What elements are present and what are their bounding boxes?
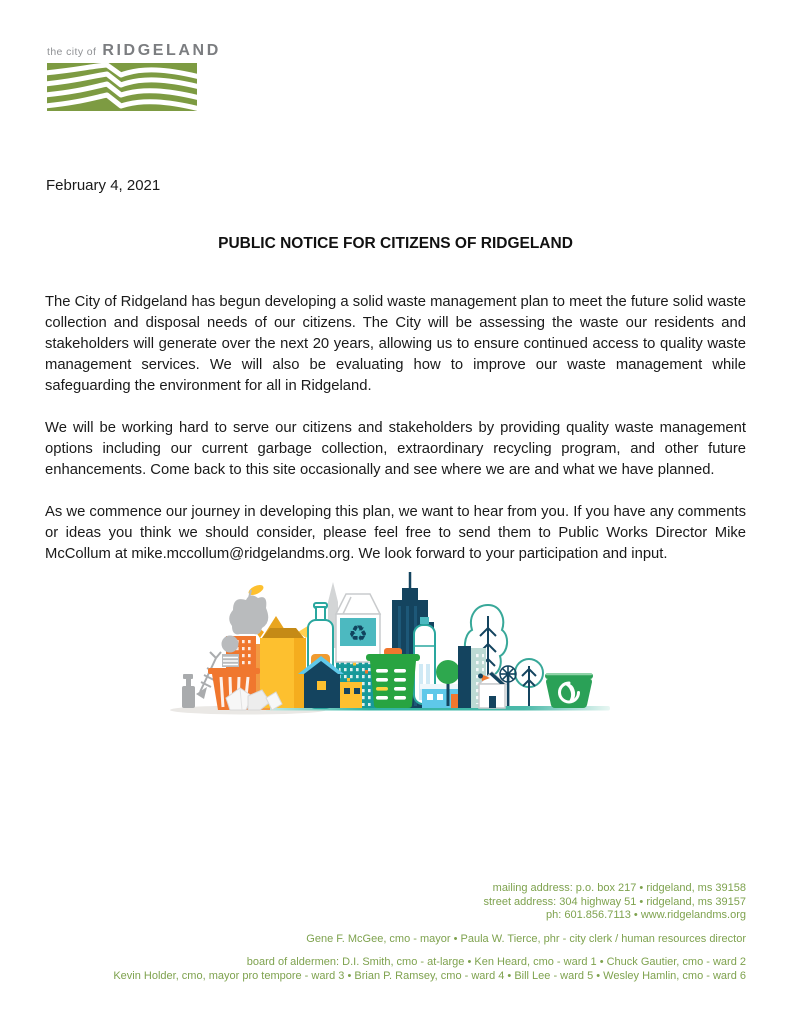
street-address: street address: 304 highway 51 • ridgeland, ms 39157 (483, 895, 746, 908)
apple-core (229, 583, 268, 634)
logo-ridges-icon (47, 63, 199, 111)
aldermen-block (45, 956, 746, 983)
paragraph-contact: As we commence our journey in developing this plan, we want to hear from you. If you have any comments or ideas you think we should consider, please feel free to send them to Public Works Director Mike McCollum at mike.mccollum@ridgelandms.org. We look forward to your participation and input. (45, 504, 746, 562)
logo-wordmark (47, 42, 221, 60)
small-blue-house (420, 684, 462, 708)
outlined-tree-round (515, 659, 543, 706)
letter-body (45, 292, 746, 586)
aldermen-line-1: board of aldermen: D.I. Smith, cmo - at-large • Ken Heard, cmo - ward 1 • Chuck Gautier, cmo - ward 2 (246, 956, 746, 968)
city-recycling-illustration (170, 570, 630, 750)
phone-website: ph: 601.856.7113 • www.ridgelandms.org (546, 909, 746, 921)
mailing-address: mailing address: p.o. box 217 • ridgeland, ms 39158 (492, 882, 746, 894)
navy-tower (458, 646, 471, 708)
green-bucket (545, 673, 593, 708)
recycle-symbol-icon: ♻ (348, 621, 368, 646)
letter-date: February 4, 2021 (46, 177, 161, 194)
aldermen-line-2: Kevin Holder, cmo, mayor pro tempore - ward 3 • Brian P. Ramsey, cmo - ward 4 • Bill Lee - ward 5 • Wesley Hamlin, cmo - ward 6 (113, 969, 746, 982)
mayor-clerk-line: Gene F. McGee, cmo - mayor • Paula W. Tierce, phr - city clerk / human resources director (306, 932, 746, 945)
logo-city-name: RIDGELAND (102, 42, 221, 59)
logo-prefix-text: the city of (47, 46, 97, 58)
address-block (45, 882, 746, 923)
notice-title: PUBLIC NOTICE FOR CITIZENS OF RIDGELAND (218, 235, 573, 252)
paragraph-services: We will be working hard to serve our citizens and stakeholders by providing quality waste management options including our current garbage collection, extraordinary recycling program, and other future enhancements. Come back to this site occasionally and see where we are and what we have planned. (45, 420, 746, 478)
paragraph-plan-intro: The City of Ridgeland has begun developing a solid waste management plan to meet the future solid waste collection and disposal needs of our citizens. The City will be assessing the waste our residents and stakeholders will generate over the next 20 years, allowing us to ensure continued access to quality waste management services. We will also be evaluating how to improve our waste management while safeguarding the environment for all in Ridgeland. (45, 294, 746, 394)
city-of-ridgeland-logo (47, 42, 221, 111)
green-recycle-bin (366, 648, 420, 708)
letter-footer (45, 882, 746, 983)
milk-carton-recycle (336, 594, 380, 662)
spray-bottle (182, 674, 195, 708)
